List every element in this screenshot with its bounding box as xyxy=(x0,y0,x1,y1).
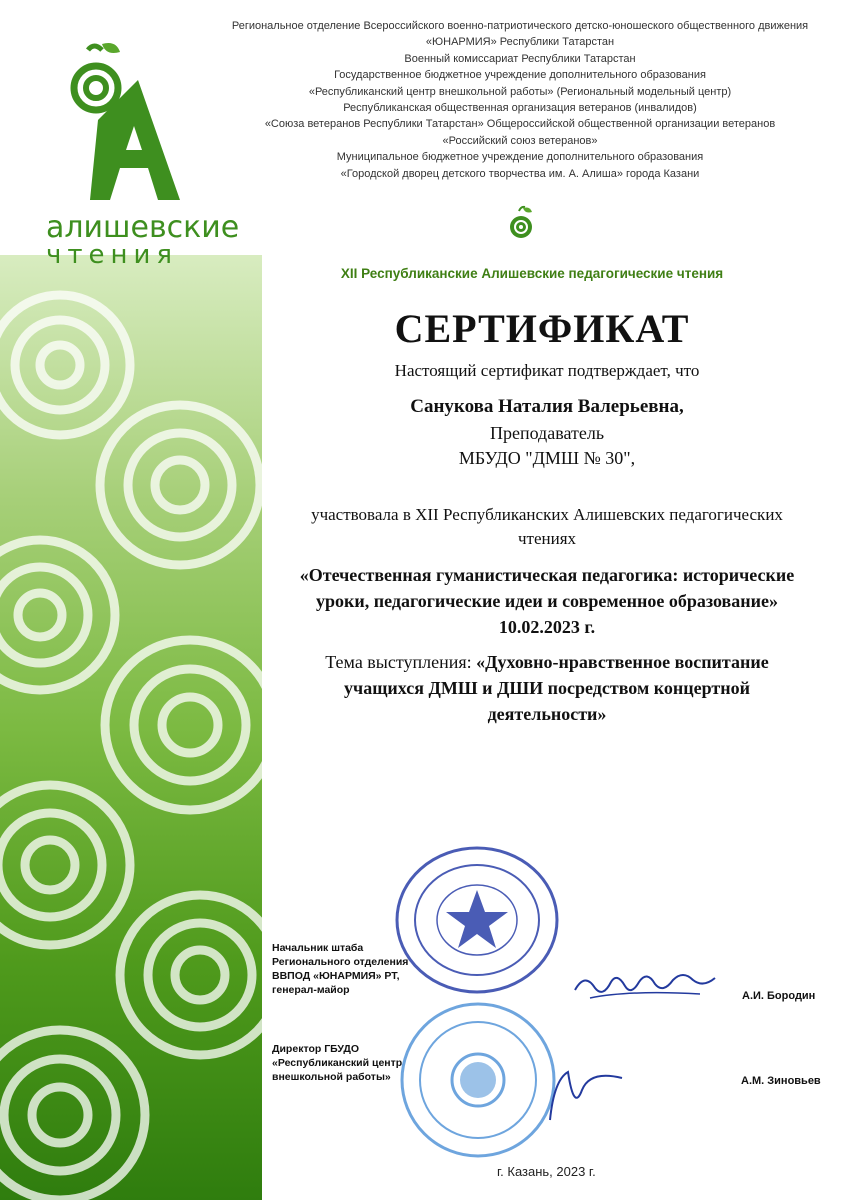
participation-line1: участвовала в XII Республиканских Алишевских педагогических xyxy=(311,505,783,524)
speech-topic-line2: учащихся ДМШ и ДШИ посредством концертной xyxy=(344,678,750,698)
header-line: «ЮНАРМИЯ» Республики Татарстан xyxy=(425,36,615,49)
signatory2-title-line: «Республиканский центр xyxy=(272,1057,403,1069)
signatory2-name: А.М. Зиновьев xyxy=(741,1075,821,1087)
recipient-position: Преподаватель xyxy=(489,423,605,443)
signatory1-title-line: Начальник штаба xyxy=(272,942,364,954)
signatory1-name: А.И. Бородин xyxy=(742,990,816,1002)
header-line: Военный комиссариат Республики Татарстан xyxy=(404,52,636,65)
event-date: 10.02.2023 г. xyxy=(498,617,596,637)
decorative-swirl-panel xyxy=(0,255,262,1200)
signatory1-title-line: ВВПОД «ЮНАРМИЯ» РТ, xyxy=(272,970,400,982)
signatory1-title-line: Регионального отделения xyxy=(272,956,409,968)
confirm-text: Настоящий сертификат подтверждает, что xyxy=(394,361,700,380)
topic-line2: уроки, педагогические идеи и современное образование» xyxy=(316,591,778,611)
header-line: Региональное отделение Всероссийского военно-патриотического детско-юношеского общественного движения xyxy=(231,20,809,32)
rcvr-stamp-icon xyxy=(398,1000,558,1160)
signatory2-title-line: Директор ГБУДО xyxy=(272,1043,360,1055)
header-line: Муниципальное бюджетное учреждение дополнительного образования xyxy=(336,151,704,164)
recipient-organization: МБУДО "ДМШ № 30", xyxy=(458,448,636,468)
speech-topic-line1 xyxy=(262,652,832,673)
logo-text-line2: чтения xyxy=(46,240,179,270)
signature2-handwriting-icon xyxy=(540,1060,630,1130)
organizers-header xyxy=(200,18,840,182)
certificate-title: СЕРТИФИКАТ xyxy=(394,306,690,351)
signatory1-title xyxy=(272,941,408,997)
speech-title-part1: «Духовно-нравственное воспитание xyxy=(476,652,769,672)
yunarmiya-stamp-icon xyxy=(392,845,562,995)
participation-line2: чтениях xyxy=(517,529,577,548)
signatory2-title xyxy=(272,1042,402,1084)
signatory1-title-line: генерал-майор xyxy=(272,984,350,996)
event-title: XII Республиканские Алишевские педагогические чтения xyxy=(340,266,724,281)
footer-place-year: г. Казань, 2023 г. xyxy=(497,1164,596,1179)
signature1-handwriting-icon xyxy=(570,968,720,1008)
logo-text-line1: алишевские xyxy=(46,210,240,245)
header-line: Республиканская общественная организация ветеранов (инвалидов) xyxy=(343,102,697,115)
signatory2-title-line: внешкольной работы» xyxy=(272,1071,391,1083)
speech-topic-line3: деятельности» xyxy=(487,704,607,724)
swirl-pattern-icon xyxy=(0,255,262,1200)
topic-line1: «Отечественная гуманистическая педагогика: исторические xyxy=(299,565,795,585)
header-line: Государственное бюджетное учреждение дополнительного образования xyxy=(334,69,706,82)
speech-label: Тема выступления: xyxy=(325,652,477,672)
recipient-name: Санукова Наталия Валерьевна, xyxy=(410,396,684,417)
header-line: «Республиканский центр внешкольной работы» (Региональный модельный центр) xyxy=(308,85,732,98)
header-line: «Союза ветеранов Республики Татарстан» Общероссийской общественной организации ветеранов xyxy=(264,118,776,131)
header-line: «Городской дворец детского творчества им. А. Алиша» города Казани xyxy=(340,167,700,180)
header-line: «Российский союз ветеранов» xyxy=(442,134,598,147)
small-apple-icon xyxy=(507,205,535,241)
